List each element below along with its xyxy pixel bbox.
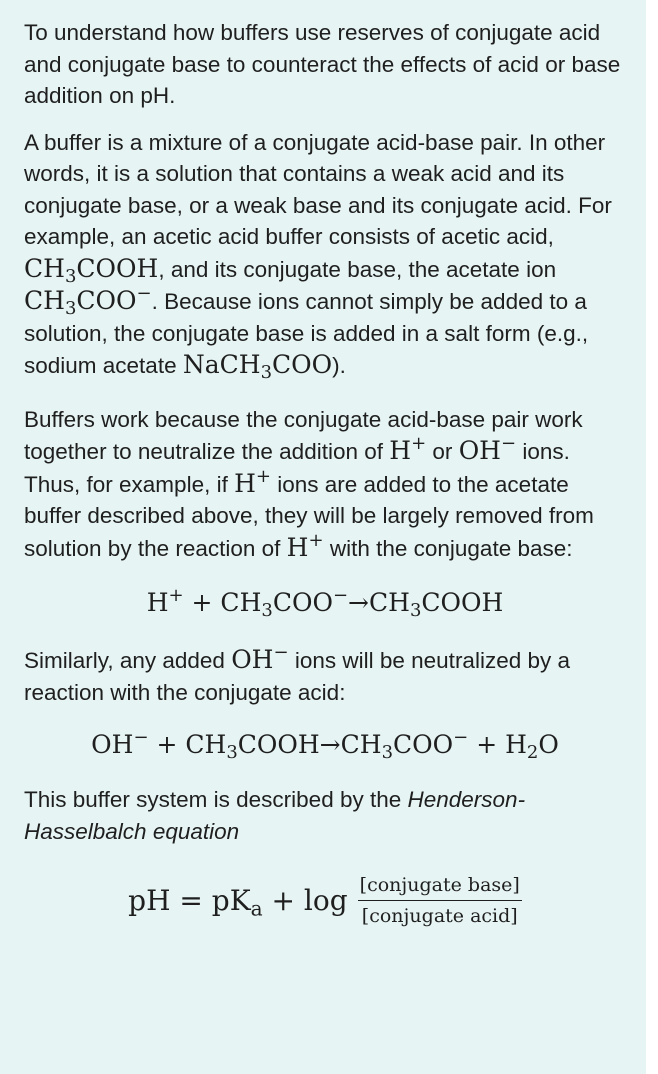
intro-text: To understand how buffers use reserves of conjugate acid and conjugate base to counteract the effects of acid or base addition on pH. (24, 20, 621, 108)
formula-h-plus: H+ (234, 465, 271, 498)
formula-h-plus: H+ (389, 433, 427, 465)
buffer-definition-text-2: , and its conjugate base, the acetate ion (158, 256, 557, 282)
base-neutralization-paragraph (24, 644, 626, 708)
equation-acid-neutralization: $H^+ + CH_3COO^-\to CH_3COOH$ (146, 585, 504, 622)
mechanism-text-5: with the conjugate base: (323, 535, 573, 561)
base-neutralization-text-2: ions will be neutralized by a reaction with the conjugate acid: (24, 648, 570, 705)
hh-fraction (358, 871, 522, 930)
formula-sodium-acetate: NaCH$_3$COO (182, 350, 333, 384)
hh-intro-text: This buffer system is described by the (24, 787, 408, 812)
formula-h-plus: H+ (286, 529, 324, 562)
henderson-hasselbalch-intro (24, 784, 626, 847)
mechanism-text-4: ions are added to the acetate buffer described above, they will be largely removed from solution by the reaction of (24, 471, 594, 561)
henderson-hasselbalch-equation (24, 871, 626, 930)
hh-equation-name: Henderson-Hasselbalch equation (24, 787, 526, 844)
hh-plus-log: + log (262, 883, 348, 917)
hh-ph-pk: pH = pK (128, 883, 251, 917)
buffer-definition-text-1: A buffer is a mixture of a conjugate acid-base pair. In other words, it is a solution that contains a weak acid and its conjugate base, or a weak base and its conjugate acid. For example, an acetic acid buffer consists of acetic acid, (24, 129, 612, 249)
intro-paragraph (24, 17, 626, 112)
buffer-definition-text-3: . Because ions cannot simply be added to a solution, the conjugate base is added in a salt form (e.g., sodium acetate (24, 289, 589, 378)
formula-oh-minus: OH− (231, 642, 289, 674)
hh-denominator: [conjugate acid] (361, 905, 518, 927)
hh-numerator: [conjugate base] (358, 871, 522, 901)
formula-acetate-ion: $CH_3COO^-$ (24, 283, 152, 320)
formula-acetic-acid: $CH_3COOH$ (24, 253, 159, 287)
mechanism-text-3: ions. Thus, for example, if (24, 439, 570, 497)
mechanism-text-2: or (426, 439, 459, 464)
buffer-definition-paragraph (24, 127, 626, 382)
hh-ka-subscript: a (250, 896, 263, 921)
buffer-definition-text-4: ). (332, 353, 346, 378)
mechanism-text-1: Buffers work because the conjugate acid-base pair work together to neutralize the addition of (24, 406, 583, 464)
formula-oh-minus: OH− (458, 433, 517, 465)
equation-base-neutralization: $OH^- + CH_3COOH\to CH_3COO^- + H_2O$ (91, 727, 559, 764)
hh-lhs (128, 883, 348, 921)
base-neutralization-text-1: Similarly, any added (24, 648, 232, 673)
buffer-mechanism-paragraph (24, 404, 626, 565)
